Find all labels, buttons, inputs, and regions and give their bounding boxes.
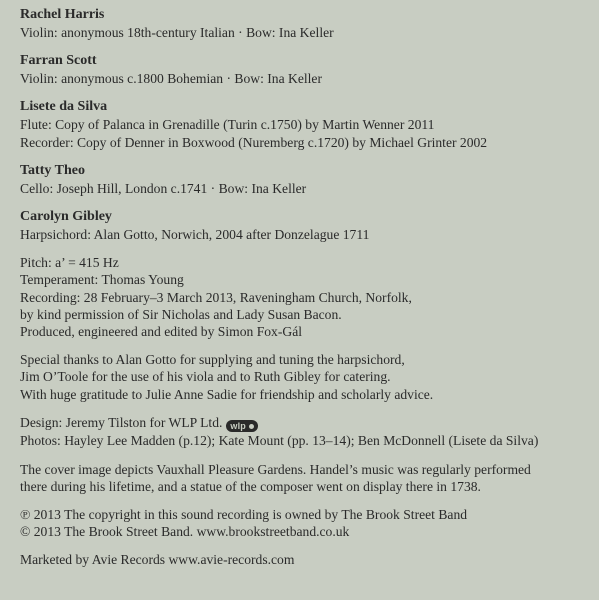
performer-tatty-theo <box>20 162 599 197</box>
thanks <box>20 351 599 403</box>
permission-line: by kind permission of Sir Nicholas and Lady Susan Bacon. <box>20 306 342 322</box>
performer-carolyn-gibley <box>20 208 599 243</box>
performer-name: Carolyn Gibley <box>20 209 112 225</box>
design-line <box>20 414 599 433</box>
thanks-line: Jim O’Toole for the use of his viola and to Ruth Gibley for catering. <box>20 369 391 385</box>
thanks-line: With huge gratitude to Julie Anne Sadie for friendship and scholarly advice. <box>20 386 434 402</box>
instrument-line: Violin: anonymous 18th-century Italian · Bow: Ina Keller <box>20 25 334 40</box>
logo-dot-icon <box>249 424 254 429</box>
instrument-line: Harpsichord: Alan Gotto, Norwich, 2004 after Donzelague 1711 <box>20 227 370 243</box>
recording-info <box>20 254 599 340</box>
performer-name: Lisete da Silva <box>20 99 108 115</box>
temperament-line: Temperament: Thomas Young <box>20 272 184 288</box>
cover-line: The cover image depicts Vauxhall Pleasure Gardens. Handel’s music was regularly performed <box>20 461 531 477</box>
marketed-line: Marketed by Avie Records www.avie-records.com <box>20 552 295 568</box>
phonographic-copyright: ℗ 2013 The copyright in this sound recording is owned by The Brook Street Band <box>20 507 468 523</box>
design-credits <box>20 414 599 450</box>
recording-line: Recording: 28 February–3 March 2013, Raveningham Church, Norfolk, <box>20 289 412 305</box>
instrument-line: Recorder: Copy of Denner in Boxwood (Nuremberg c.1720) by Michael Grinter 2002 <box>20 134 488 150</box>
thanks-line: Special thanks to Alan Gotto for supplying and tuning the harpsichord, <box>20 352 405 368</box>
producer-line: Produced, engineered and edited by Simon Fox-Gál <box>20 324 303 340</box>
performer-name: Farran Scott <box>20 53 97 69</box>
instrument-line: Flute: Copy of Palanca in Grenadille (Turin c.1750) by Martin Wenner 2011 <box>20 117 435 133</box>
performer-name: Rachel Harris <box>20 7 105 22</box>
pitch-line: Pitch: a’ = 415 Hz <box>20 255 119 271</box>
cover-line: there during his lifetime, and a statue of the composer went on display there in 1738. <box>20 478 481 494</box>
performer-lisete-da-silva <box>20 98 599 150</box>
performer-farran-scott <box>20 52 599 87</box>
cover-note <box>20 461 599 495</box>
performer-name: Tatty Theo <box>20 162 85 178</box>
wlp-logo: wlp <box>226 420 258 432</box>
copyright <box>20 506 599 540</box>
instrument-line: Violin: anonymous c.1800 Bohemian · Bow: Ina Keller <box>20 71 322 87</box>
photos-line: Photos: Hayley Lee Madden (p.12); Kate Mount (pp. 13–14); Ben McDonnell (Lisete da Silva) <box>20 433 539 449</box>
instrument-line: Cello: Joseph Hill, London c.1741 · Bow: Ina Keller <box>20 180 307 196</box>
copyright-line: © 2013 The Brook Street Band. www.brookstreetband.co.uk <box>20 524 350 540</box>
design-text: Design: Jeremy Tilston for WLP Ltd. <box>20 414 223 430</box>
performer-rachel-harris <box>20 6 599 41</box>
